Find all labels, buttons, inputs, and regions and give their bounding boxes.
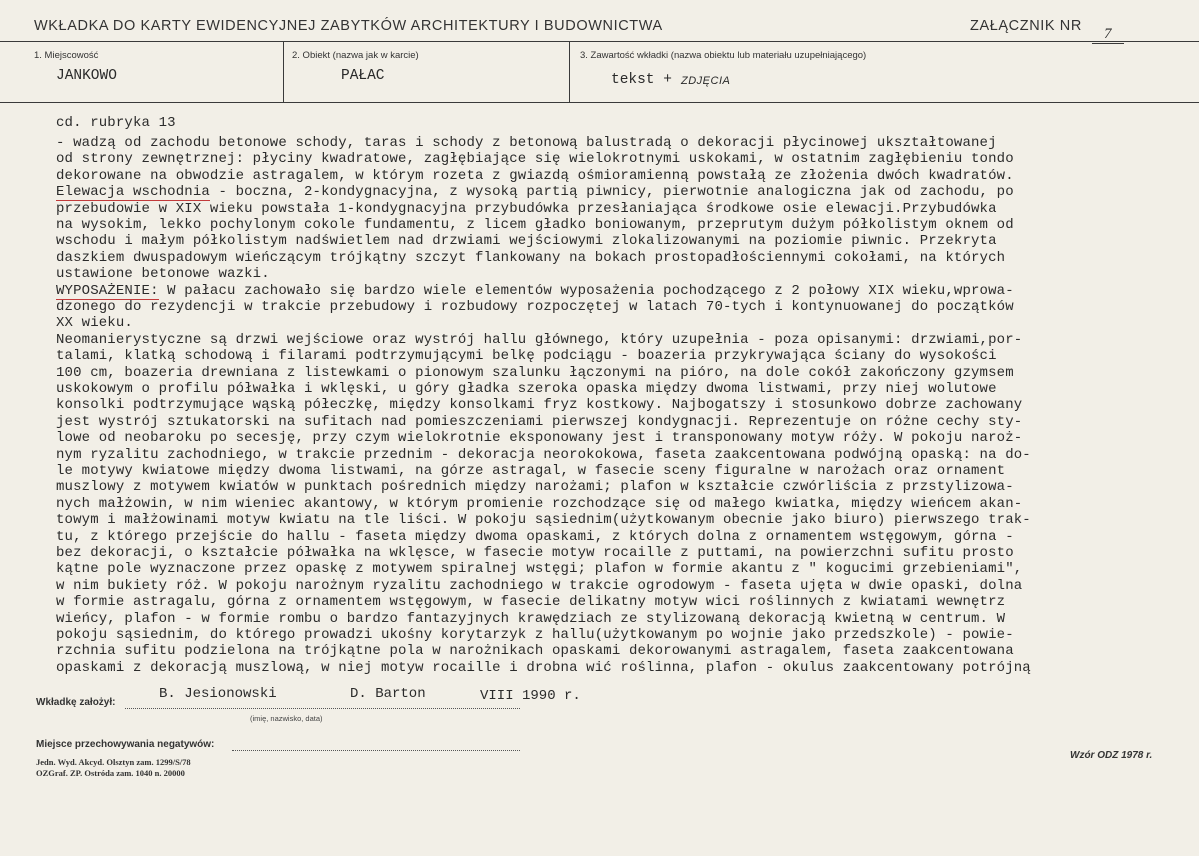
author-hint: (imię, nazwisko, data)	[250, 714, 323, 723]
body-line-text: dekorowane na obwodzie astragalem, w którym rozeta z gwiazdą ośmioramienną powstałą ze złożenia dwóch kwadratów.	[56, 167, 1014, 184]
body-line-text: - boczna, 2-kondygnacyjna, z wysoką partią piwnicy, pierwotnie analogiczna jak od zachodu, po	[209, 184, 1014, 201]
body-line	[56, 397, 1022, 413]
body-line	[56, 348, 997, 364]
body-line-text: 100 cm, boazeria drewniana z listewkami o pionowym szalunku łączonymi na pióro, na dole cokół zakończony gzymsem	[56, 364, 1014, 381]
body-line	[56, 463, 1005, 479]
body-line	[56, 184, 1014, 200]
body-line	[56, 561, 1022, 577]
locality-label: 1. Miejscowość	[34, 50, 99, 61]
body-line-text: kątne pole wyznaczone przez opaskę z motywem spiralnej wstęgi; plafon w formie akantu z " kogucimi grzebieniami",	[56, 561, 1023, 578]
body-line-text: talami, klatką schodową i filarami podtrzymującymi belkę podciągu - boazeria przykrywająca ściany do wysokości	[56, 348, 997, 365]
body-line-text: Neomanierystyczne są drzwi wejściowe oraz wystrój hallu głównego, który uzupełnia - poza opisanymi: drzwiami,por-	[56, 331, 1023, 348]
body-line-text: pokoju sąsiednim, do którego prowadzi ukośny korytarzyk z hallu(użytkowanym po wojnie jako przedszkole) - powie-	[56, 627, 1014, 643]
header-top-rule	[0, 41, 1199, 42]
body-line	[56, 529, 1014, 545]
body-line-text: wieńcy, plafon - w formie rombu o bardzo fantazyjnych krawędziach ze stylizowaną dekoracją kwietną w centrum. W	[56, 610, 1006, 627]
author-label: Wkładkę założył:	[36, 697, 116, 708]
body-line-text: jest wystrój sztukatorski na sufitach nad pomieszczeniami pierwszej kondygnacji. Reprezentuje on różne cechy sty-	[56, 413, 1023, 430]
author-1: B. Jesionowski	[159, 686, 277, 702]
body-line	[56, 365, 1014, 381]
body-line	[56, 168, 1014, 184]
body-line-text: przebudowie w XIX wieku powstała 1-kondygnacyjna przybudówka przesłaniająca środkowe osie elewacji.Przybudówka	[56, 200, 997, 217]
body-line	[56, 217, 1014, 233]
attachment-number: 7	[1104, 26, 1112, 42]
body-line-text: le motywy kwiatowe między dwoma listwami, na górze astragal, w fasecie sceny figuralne w narożach oraz ornament	[56, 463, 1006, 479]
body-line	[56, 578, 1022, 594]
negatives-dotted-line	[232, 750, 520, 751]
body-line	[56, 545, 1014, 561]
body-line	[56, 594, 1005, 610]
body-line	[56, 135, 997, 151]
author-dotted-line	[125, 708, 520, 709]
form-title: WKŁADKA DO KARTY EWIDENCYJNEJ ZABYTKÓW ARCHITEKTURY I BUDOWNICTWA	[34, 18, 663, 34]
printer-line-2: OZGraf. ZP. Ostróda zam. 1040 n. 20000	[36, 768, 185, 778]
body-line	[56, 266, 270, 282]
body-line-text: nym ryzalitu zachodniego, w trakcie przednim - dekoracja neorokokowa, faseta zaakcentowana podwójną opaską: na do-	[56, 446, 1031, 463]
body-line-text: ustawione betonowe wazki.	[56, 266, 270, 283]
object-value: PAŁAC	[341, 68, 385, 84]
form-model: Wzór ODZ 1978 r.	[1070, 750, 1153, 761]
author-2: D. Barton	[350, 686, 426, 702]
body-line-text: nych małżowin, w nim wieniec akantowy, w którym promienie rozchodzące się od małego kwiatka, między wieńcem akan-	[56, 495, 1023, 512]
body-line	[56, 512, 1031, 528]
body-line	[56, 381, 997, 397]
body-line	[56, 627, 1014, 643]
body-line	[56, 299, 1014, 315]
body-line-text: daszkiem dwuspadowym wieńczącym trójkątny szczyt flankowany na bokach prostopadłościennymi cokołami, na których	[56, 249, 1006, 266]
locality-value: JANKOWO	[56, 68, 117, 84]
body-line-text: muszlowy z motywem kwiatów w punktach pośrednich między narożami; plafon w kształcie czwórliścia z przstylizowa-	[56, 479, 1014, 496]
attachment-label: ZAŁĄCZNIK NR	[970, 18, 1082, 34]
body-line	[56, 233, 997, 249]
field-divider-1	[283, 41, 284, 102]
author-date: VIII 1990 r.	[480, 688, 581, 704]
header-bottom-rule	[0, 102, 1199, 103]
section-label: WYPOSAŻENIE:	[56, 282, 159, 299]
body-line-text: konsolki podtrzymujące wąską półeczkę, między konsolkami fryz kostkowy. Najbogatszy i stosunkowo dobrze zachowany	[56, 397, 1023, 414]
body-line-text: dzonego do rezydencji w trakcie przebudowy i rozbudowy rozpoczętej w latach 70-tych i kontynuowanej do początków	[56, 299, 1014, 315]
body-line-text: bez dekoracji, o kształcie półwałka na wklęsce, w fasecie motyw rocaille z puttami, na powierzchni sufitu prosto	[56, 545, 1014, 561]
body-line	[56, 332, 1022, 348]
body-line	[56, 283, 1014, 299]
body-line	[56, 414, 1022, 430]
body-line	[56, 479, 1014, 495]
body-line	[56, 250, 1005, 266]
body-line	[56, 611, 1005, 627]
section-label: Elewacja wschodnia	[56, 184, 210, 201]
body-line-text: wschodu i małym półkolistym nadświetlem nad drzwiami wejściowymi zlokalizowanymi na poziomie piwnic. Przekryta	[56, 233, 997, 250]
body-line	[56, 151, 1014, 167]
content-handwritten-note: ZDJĘCIA	[681, 75, 731, 87]
body-line-text: towym i małżowinami motyw kwiatu na tle liści. W pokoju sąsiednim(użytkowanym obecnie jako biuro) pierwszego trak-	[56, 512, 1031, 529]
body-line-text: od strony zewnętrznej: płyciny kwadratowe, zagłębiające się wielokrotnymi uskokami, w ostatnim zagłębieniu tondo	[56, 151, 1014, 168]
content-label: 3. Zawartość wkładki (nazwa obiektu lub materiału uzupełniającego)	[580, 50, 867, 61]
field-divider-2	[569, 41, 570, 102]
negatives-label: Miejsce przechowywania negatywów:	[36, 739, 215, 750]
printer-line-1: Jedn. Wyd. Akcyd. Olsztyn zam. 1299/S/78	[36, 757, 191, 767]
body-line-text: na wysokim, lekko pochylonym cokole fundamentu, z licem gładko boniowanym, przeprutym dużym półkolistym oknem od	[56, 217, 1014, 233]
body-line	[56, 430, 1022, 446]
body-line-text: XX wieku.	[56, 315, 133, 332]
body-line-text: - wadzą od zachodu betonowe schody, taras i schody z betonową balustradą o dekoracji płycinowej ukształtowanej	[56, 135, 997, 151]
body-line-text: w formie astragalu, górna z ornamentem wstęgowym, w fasecie delikatny motyw wici roślinnych z kwiatami wewnętrz	[56, 594, 1006, 611]
body-line	[56, 496, 1022, 512]
object-label: 2. Obiekt (nazwa jak w karcie)	[292, 50, 419, 61]
body-line-text: opaskami z dekoracją muszlową, w niej motyw rocaille i drobna wić roślinna, plafon - okulus zaakcentowany potrójną	[56, 659, 1031, 676]
body-line-text: lowe od neobaroku po secesję, przy czym wielokrotnie eksponowany jest i transponowany motyw róży. W pokoju naroż-	[56, 430, 1023, 447]
attachment-number-underline	[1092, 43, 1124, 44]
body-line	[56, 447, 1031, 463]
body-line-text: uskokowym o profilu półwałka i wklęski, u góry gładka szeroka opaska między dwoma listwami, przy niej wolutowe	[56, 381, 997, 397]
body-line-text: w nim bukiety róż. W pokoju narożnym ryzalitu zachodniego w trakcie ogrodowym - faseta ujęta w dwie opaski, dolna	[56, 577, 1023, 594]
body-line	[56, 315, 133, 331]
body-line	[56, 643, 1014, 659]
content-value: tekst +	[611, 72, 672, 88]
body-line-text: tu, z którego przejście do hallu - faseta między dwoma opaskami, z których dolna z ornamentem wstęgowym, górna -	[56, 528, 1014, 545]
continuation-heading: cd. rubryka 13	[56, 115, 176, 131]
body-line	[56, 660, 1031, 676]
body-line-text: W pałacu zachowało się bardzo wiele elementów wyposażenia pochodzącego z 2 połowy XIX wieku,wprowa-	[158, 282, 1014, 299]
body-line-text: rzchnia sufitu podzielona na trójkątne pola w narożnikach opaskami dekorowanymi astragalem, faseta zaakcentowana	[56, 643, 1014, 660]
body-line	[56, 201, 997, 217]
